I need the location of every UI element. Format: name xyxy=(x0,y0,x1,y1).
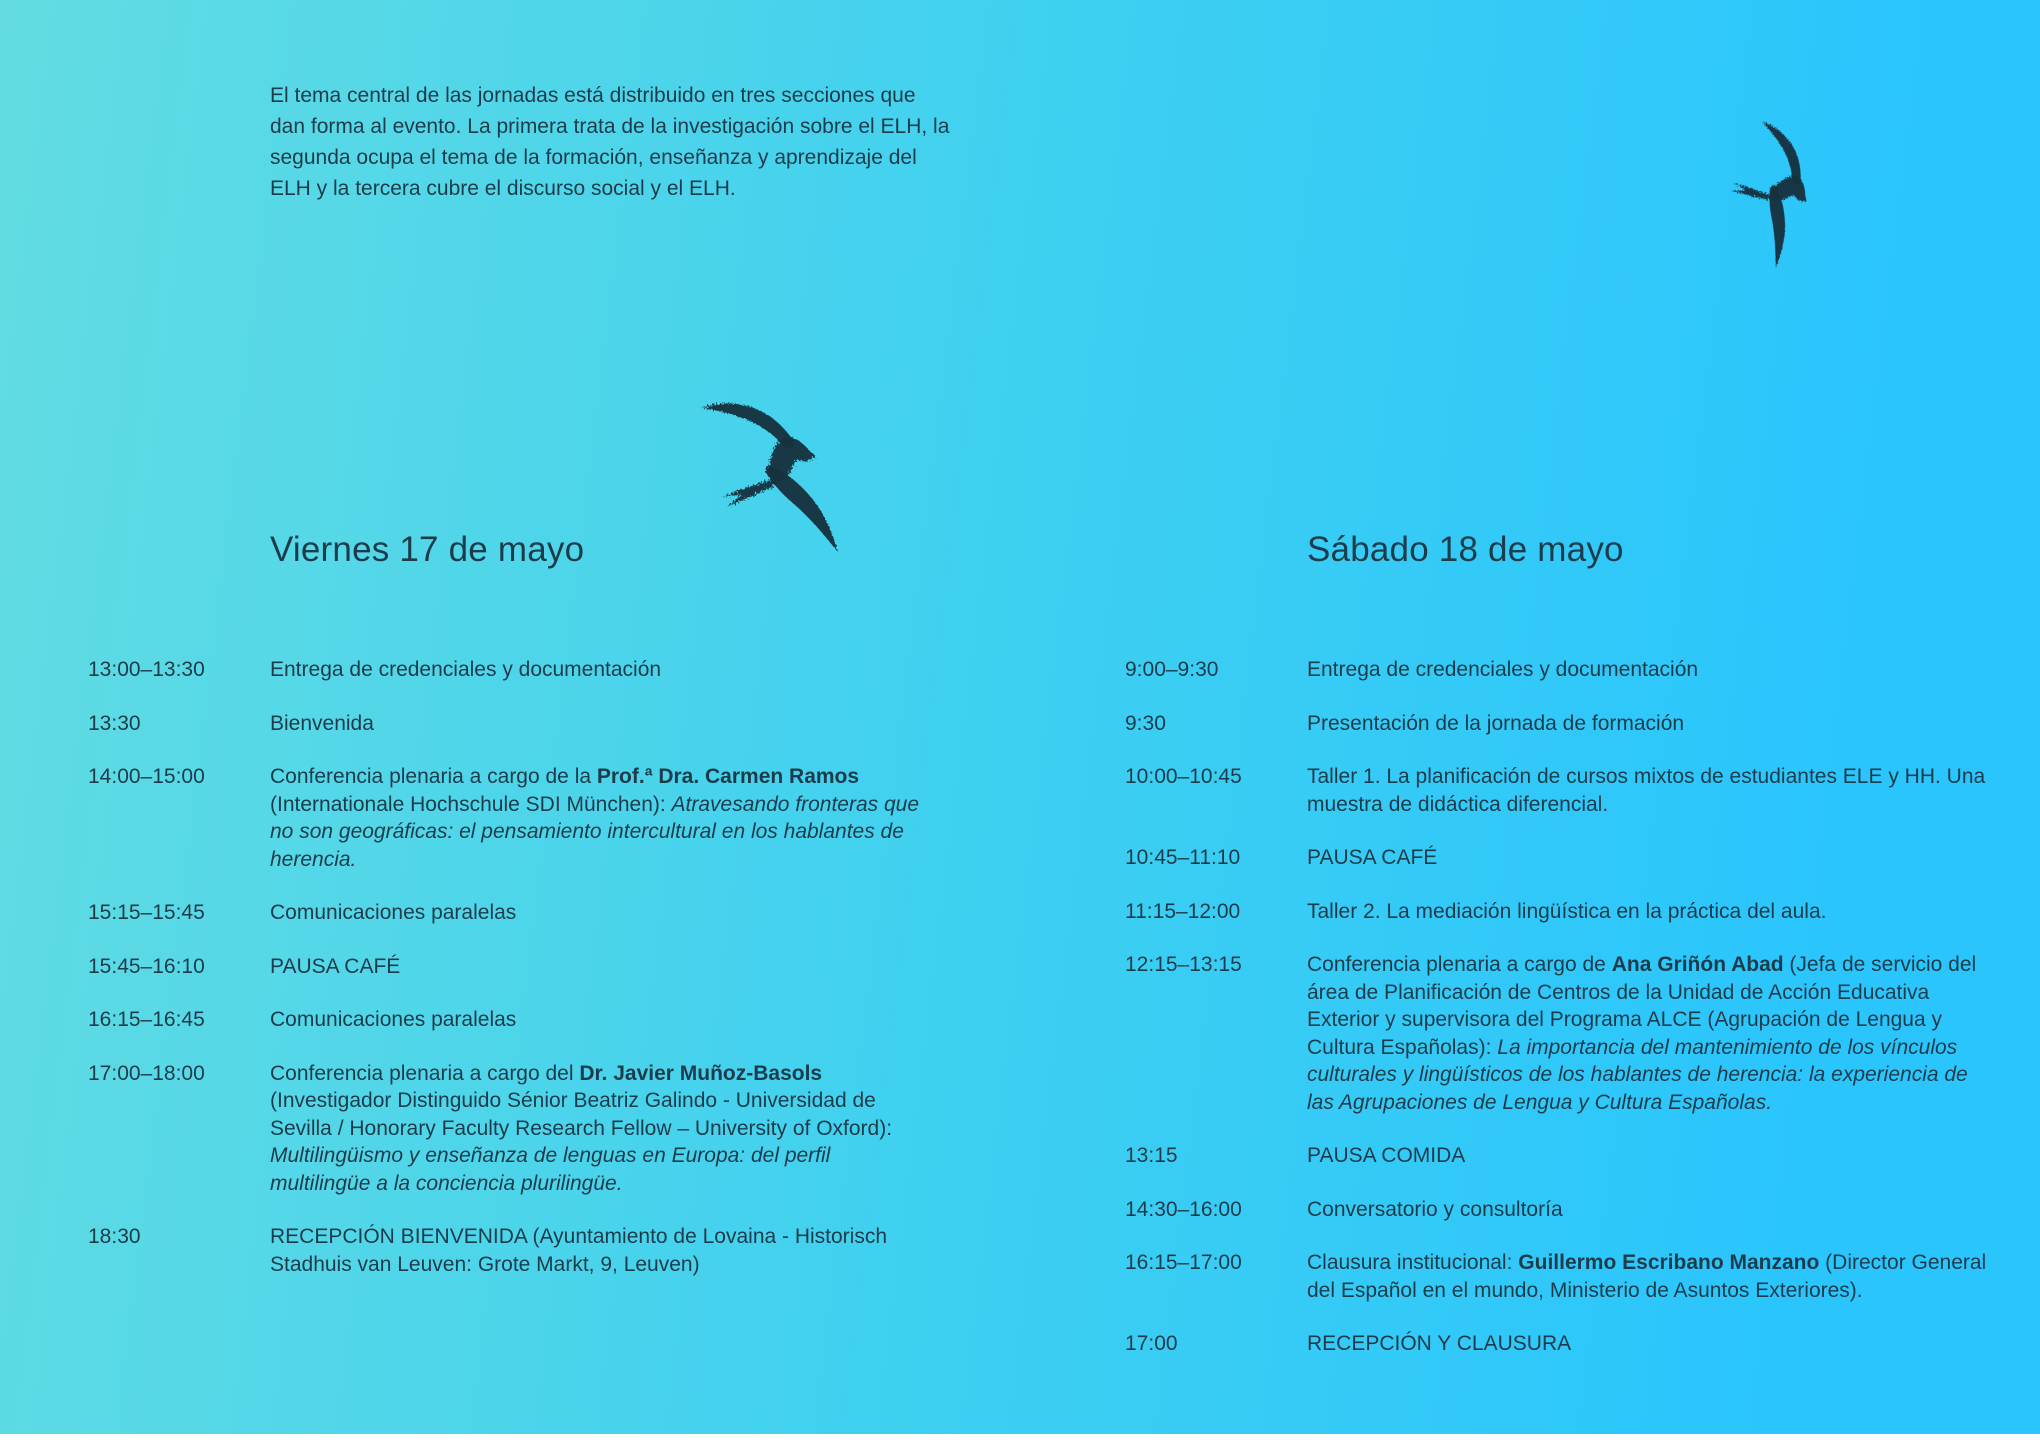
day-column-saturday xyxy=(1125,528,2005,1384)
event-description: PAUSA CAFÉ xyxy=(1307,846,1438,869)
event-time: 13:30 xyxy=(88,711,141,735)
event-description: Entrega de credenciales y documentación xyxy=(270,658,662,681)
event-description: RECEPCIÓN BIENVENIDA (Ayuntamiento de Lovaina - Historisch Stadhuis van Leuven: Grote Markt, 9, Leuven) xyxy=(270,1225,888,1276)
day-column-friday xyxy=(88,528,933,1304)
schedule-row xyxy=(88,763,933,873)
event-description: Conferencia plenaria a cargo de la Prof.ª Dra. Carmen Ramos (Internationale Hochschule SDI München): Atravesando fronteras que no son geográficas: el pensamiento intercultural en los hablantes de herencia. xyxy=(270,765,920,871)
event-time: 14:00–15:00 xyxy=(88,765,205,788)
event-time: 10:45–11:10 xyxy=(1125,846,1241,869)
event-description: Comunicaciones paralelas xyxy=(270,1008,517,1031)
event-description: RECEPCIÓN Y CLAUSURA xyxy=(1307,1332,1572,1355)
event-description: PAUSA CAFÉ xyxy=(270,954,401,978)
event-description: PAUSA COMIDA xyxy=(1307,1144,1466,1167)
schedule-row xyxy=(88,656,933,684)
event-description: Entrega de credenciales y documentación xyxy=(1307,658,1699,681)
event-time: 9:00–9:30 xyxy=(1125,658,1219,681)
event-time: 10:00–10:45 xyxy=(1125,765,1242,788)
schedule-row xyxy=(1125,1330,2005,1358)
event-time: 13:00–13:30 xyxy=(88,658,205,681)
schedule-row xyxy=(1125,844,2005,872)
schedule-row xyxy=(1125,1249,2005,1304)
intro-paragraph: El tema central de las jornadas está distribuido en tres secciones que dan forma al evento. La primera trata de la investigación sobre el ELH, la segunda ocupa el tema de la formación, enseñanza y aprendizaje del ELH y la tercera cubre el discurso social y el ELH. xyxy=(270,84,950,200)
swift-bird-icon xyxy=(1694,115,1858,278)
event-list xyxy=(88,656,933,1278)
event-time: 16:15–16:45 xyxy=(88,1008,205,1031)
event-description: Conversatorio y consultoría xyxy=(1307,1197,1563,1221)
event-time: 12:15–13:15 xyxy=(1125,953,1242,976)
event-description: Comunicaciones paralelas xyxy=(270,901,517,924)
event-time: 18:30 xyxy=(88,1225,141,1248)
page-bottom-strip xyxy=(0,1434,2040,1442)
schedule-row xyxy=(88,1223,933,1278)
schedule-row xyxy=(1125,1196,2005,1224)
event-description: Bienvenida xyxy=(270,711,374,735)
event-time: 17:00 xyxy=(1125,1332,1178,1355)
event-description: Presentación de la jornada de formación xyxy=(1307,711,1685,735)
event-description: Clausura institucional: Guillermo Escribano Manzano (Director General del Español en el mundo, Ministerio de Asuntos Exteriores). xyxy=(1307,1251,1987,1302)
event-description: Taller 1. La planificación de cursos mixtos de estudiantes ELE y HH. Una muestra de didáctica diferencial. xyxy=(1307,765,1986,816)
event-description: Conferencia plenaria a cargo de Ana Griñón Abad (Jefa de servicio del área de Planificación de Centros de la Unidad de Acción Educativa Exterior y supervisora del Programa ALCE (Agrupación de Lengua y Cultura Españolas): La importancia del mantenimiento de los vínculos culturales y lingüísticos de los hablantes de herencia: la experiencia de las Agrupaciones de Lengua y Cultura Españolas. xyxy=(1307,953,1977,1114)
day-title: Viernes 17 de mayo xyxy=(270,530,585,569)
day-title: Sábado 18 de mayo xyxy=(1307,530,1624,569)
schedule-row xyxy=(1125,898,2005,926)
schedule-row xyxy=(1125,710,2005,738)
event-description: Conferencia plenaria a cargo del Dr. Javier Muñoz-Basols (Investigador Distinguido Sénior Beatriz Galindo - Universidad de Sevilla / Honorary Faculty Research Fellow – University of Oxford): Multilingüismo y enseñanza de lenguas en Europa: del perfil multilingüe a la conciencia plurilingüe. xyxy=(270,1061,893,1195)
schedule-row xyxy=(88,1060,933,1198)
schedule-row xyxy=(1125,763,2005,818)
event-time: 13:15 xyxy=(1125,1144,1178,1167)
schedule-row xyxy=(88,899,933,927)
event-time: 17:00–18:00 xyxy=(88,1061,205,1085)
event-time: 11:15–12:00 xyxy=(1125,899,1241,923)
schedule-row xyxy=(1125,656,2005,684)
schedule-row xyxy=(88,710,933,738)
schedule-row xyxy=(1125,1142,2005,1170)
event-time: 14:30–16:00 xyxy=(1125,1197,1242,1221)
schedule-row xyxy=(88,953,933,981)
schedule-row xyxy=(1125,951,2005,1116)
schedule-row xyxy=(88,1006,933,1034)
event-time: 16:15–17:00 xyxy=(1125,1251,1242,1274)
event-list xyxy=(1125,656,2005,1358)
event-description: Taller 2. La mediación lingüística en la práctica del aula. xyxy=(1307,899,1827,923)
event-time: 15:15–15:45 xyxy=(88,901,205,924)
event-time: 15:45–16:10 xyxy=(88,954,205,978)
event-time: 9:30 xyxy=(1125,711,1166,735)
